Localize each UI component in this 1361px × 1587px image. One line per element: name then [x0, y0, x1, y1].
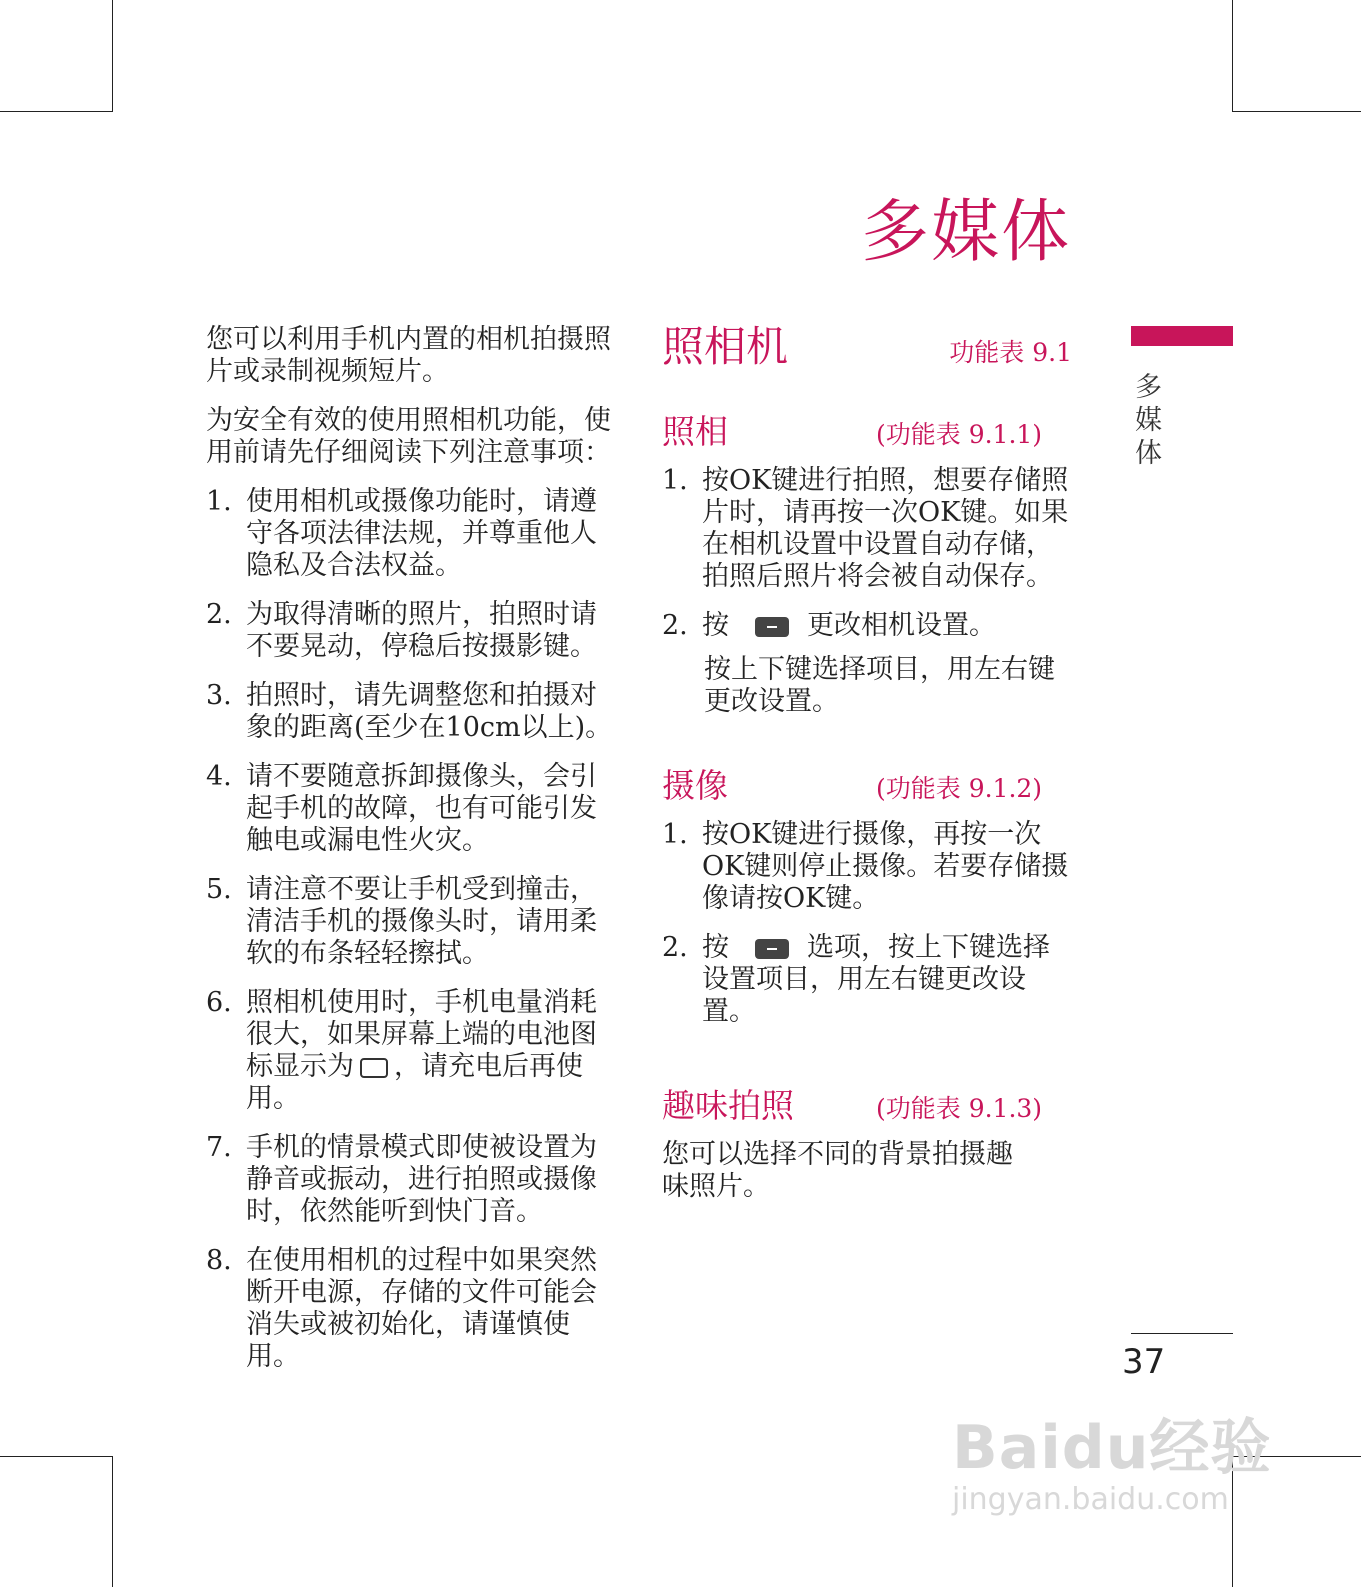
watermark-brand: Baidu经验 — [952, 1413, 1272, 1483]
crop-mark — [1232, 0, 1233, 112]
side-tab-marker — [1131, 326, 1233, 346]
fun-photo-title: 趣味拍照 — [662, 1086, 794, 1125]
page-number: 37 — [1122, 1342, 1166, 1382]
video-steps — [662, 819, 1072, 1028]
list-item: 6. 照相机使用时，手机电量消耗很大，如果屏幕上端的电池图标显示为 ，请充电后再使用。 — [206, 987, 597, 1114]
crop-mark — [1232, 111, 1361, 112]
crop-mark — [0, 111, 113, 112]
crop-mark — [112, 1456, 113, 1587]
video-menu-ref: (功能表 9.1.2) — [876, 774, 1043, 803]
fun-photo-heading — [662, 1086, 1072, 1125]
list-item: 3. 拍照时，请先调整您和拍摄对象的距离(至少在10cm以上)。 — [206, 680, 613, 743]
list-item: 2. 按 更改相机设置。 — [662, 610, 996, 641]
left-column — [206, 324, 616, 1390]
camera-menu-ref: 功能表 9.1 — [949, 338, 1072, 367]
video-title: 摄像 — [662, 766, 728, 805]
list-item: 4. 请不要随意拆卸摄像头，会引起手机的故障，也有可能引发触电或漏电性火灾。 — [206, 761, 597, 856]
list-item: 1. 使用相机或摄像功能时，请遵守各项法律法规，并尊重他人隐私及合法权益。 — [206, 486, 597, 581]
list-item: 7. 手机的情景模式即使被设置为静音或振动，进行拍照或摄像时，依然能听到快门音。 — [206, 1132, 597, 1227]
soft-key-icon — [755, 617, 789, 637]
fun-photo-text: 您可以选择不同的背景拍摄趣味照片。 — [662, 1139, 1013, 1202]
photo-title: 照相 — [662, 412, 728, 451]
side-label: 多媒体 — [1130, 372, 1161, 471]
photo-menu-ref: (功能表 9.1.1) — [876, 420, 1043, 449]
list-item: 2. 按 选项，按上下键选择设置项目，用左右键更改设置。 — [662, 932, 1050, 1027]
crop-mark — [112, 0, 113, 112]
baidu-watermark — [952, 1400, 1272, 1520]
intro-paragraph: 您可以利用手机内置的相机拍摄照片或录制视频短片。 — [206, 324, 611, 387]
safety-intro-paragraph: 为安全有效的使用照相机功能，使用前请先仔细阅读下列注意事项： — [206, 405, 611, 468]
photo-steps — [662, 465, 1072, 642]
safety-notes-list — [206, 486, 616, 1373]
list-item: 1. 按OK键进行拍照，想要存储照片时，请再按一次OK键。如果在相机设置中设置自动存储，拍照后照片将会被自动保存。 — [662, 465, 1069, 592]
watermark-url: jingyan.baidu.com — [952, 1482, 1229, 1517]
right-column — [662, 322, 1072, 1220]
list-item: 1. 按OK键进行摄像，再按一次OK键则停止摄像。若要存储摄像请按OK键。 — [662, 819, 1069, 914]
list-item: 8. 在使用相机的过程中如果突然断开电源，存储的文件可能会消失或被初始化，请谨慎使用。 — [206, 1245, 597, 1372]
camera-section-heading — [662, 322, 1072, 372]
camera-title: 照相机 — [662, 322, 789, 371]
list-item: 2. 为取得清晰的照片，拍照时请不要晃动，停稳后按摄影键。 — [206, 599, 597, 662]
list-item: 5. 请注意不要让手机受到撞击，清洁手机的摄像头时，请用柔软的布条轻轻擦拭。 — [206, 874, 597, 969]
fun-photo-menu-ref: (功能表 9.1.3) — [876, 1094, 1043, 1123]
soft-key-icon — [755, 939, 789, 959]
photo-note: 按上下键选择项目，用左右键更改设置。 — [704, 654, 1055, 717]
crop-mark — [0, 1456, 113, 1457]
photo-heading — [662, 412, 1072, 451]
video-heading — [662, 766, 1072, 805]
footer-rule — [1131, 1333, 1233, 1334]
page-title: 多媒体 — [860, 193, 1071, 272]
battery-empty-icon — [360, 1058, 388, 1078]
